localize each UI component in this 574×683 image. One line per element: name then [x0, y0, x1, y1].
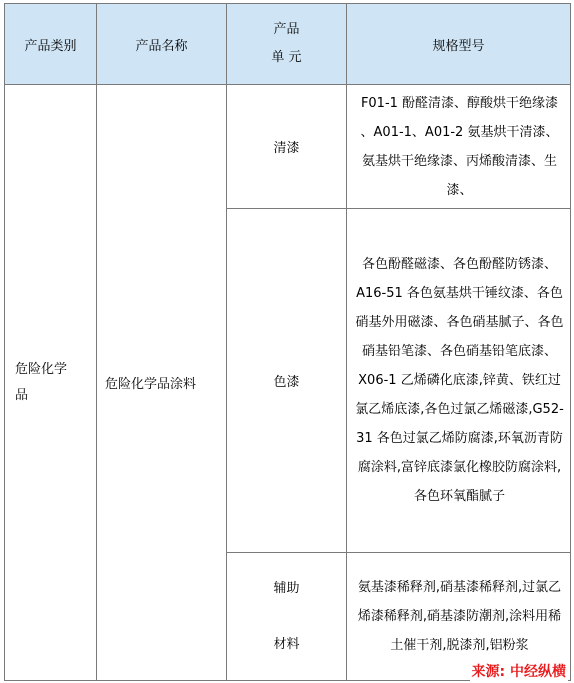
unit-cell-varnish: 清漆 — [227, 85, 347, 209]
unit-auxiliary-line2: 材料 — [273, 636, 300, 652]
spec-cell-varnish: F01-1 酚醛清漆、醇酸烘干绝缘漆 、A01-1、A01-2 氨基烘干清漆、氨基烘干绝缘漆、丙烯酸清漆、生漆、 — [347, 85, 571, 209]
spec-cell-auxiliary: 氨基漆稀释剂,硝基漆稀释剂,过氯乙烯漆稀释剂,硝基漆防潮剂,涂料用稀土催干剂,脱漆剂,铝粉浆 — [347, 553, 571, 681]
spec-cell-color-paint: 各色酚醛磁漆、各色酚醛防锈漆、A16-51 各色氨基烘干锤纹漆、各色硝基外用磁漆、各色硝基腻子、各色硝基铅笔漆、各色硝基铅笔底漆、X06-1 乙烯磷化底漆,锌黄、铁红过氯乙烯底漆,各色过氯乙烯磁漆,G52-31 各色过氯乙烯防腐漆,环氧沥青防腐涂料,富锌底漆氯化橡胶防腐涂料,各色环氧酯腻子 — [347, 209, 571, 553]
unit-auxiliary-line1: 辅助 — [273, 580, 300, 596]
unit-cell-auxiliary — [227, 553, 347, 681]
header-category: 产品类别 — [5, 4, 97, 85]
header-unit — [227, 4, 347, 85]
header-unit-line2: 单 元 — [271, 50, 302, 65]
table-row — [5, 85, 571, 209]
category-line1: 危险化学 — [15, 361, 68, 377]
source-watermark: 来源: 中经纵横 — [470, 661, 568, 681]
header-spec: 规格型号 — [347, 4, 571, 85]
category-cell — [5, 85, 97, 681]
product-name-cell: 危险化学品涂料 — [97, 85, 227, 681]
unit-cell-color-paint: 色漆 — [227, 209, 347, 553]
product-table — [4, 3, 571, 681]
header-name: 产品名称 — [97, 4, 227, 85]
header-unit-line1: 产品 — [273, 22, 300, 37]
header-row — [5, 4, 571, 85]
category-line2: 品 — [15, 387, 29, 403]
